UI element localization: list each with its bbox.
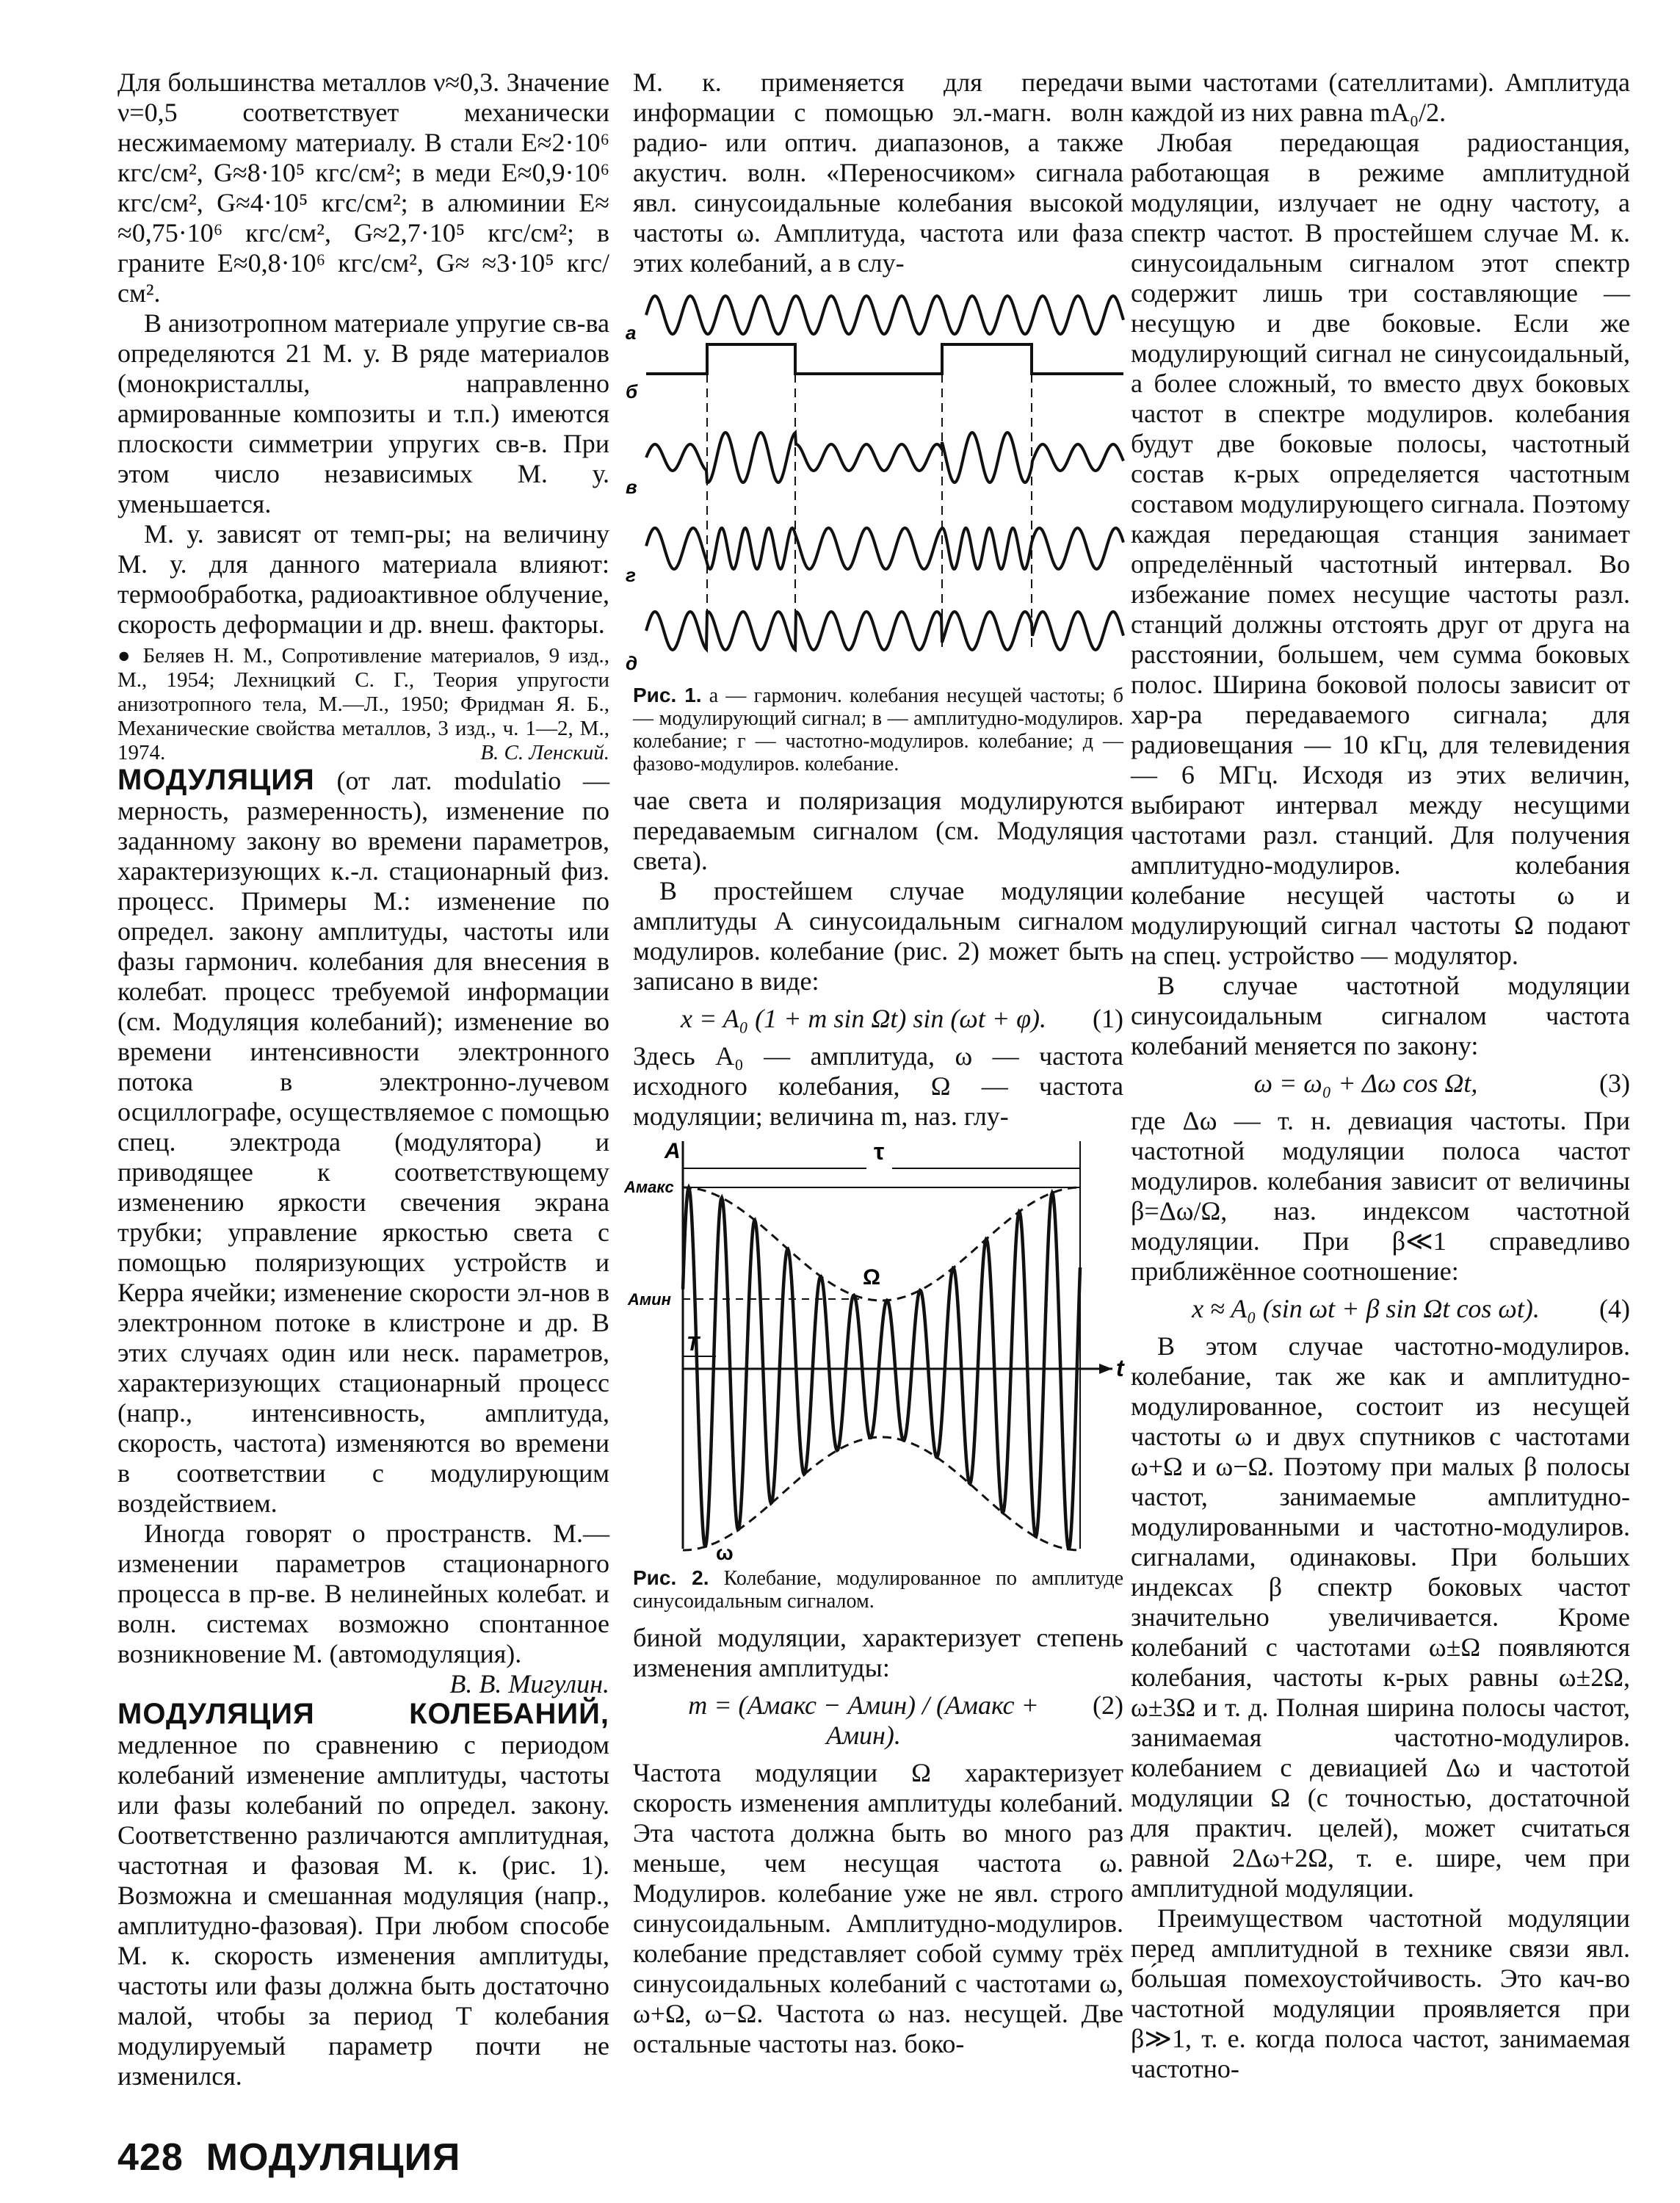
paragraph: Здесь A₀ — амплитуда, ω — частота исходного колебания, Ω — частота модуляции; величина m, наз. глу- xyxy=(633,1041,1123,1131)
paragraph: где Δω — т. н. девиация частоты. При частотной модуляции полоса частот модулиров. колебания зависит от величины β=Δω/Ω, наз. индексом частотной модуляции. При β≪1 справедливо приближённое соотношение: xyxy=(1131,1106,1630,1286)
paragraph: выми частотами (сателлитами). Амплитуда каждой из них равна mA₀/2. xyxy=(1131,68,1630,127)
figure-2 xyxy=(624,1137,1131,1563)
fig1-waveforms xyxy=(646,296,1123,651)
formula-1 xyxy=(633,1004,1123,1034)
headword: МОДУЛЯЦИЯ xyxy=(117,764,315,796)
figure-1 xyxy=(624,284,1131,681)
formula-number: (2) xyxy=(1093,1690,1123,1720)
caption-text: а — гармонич. колебания несущей частоты; б — модулирующий сигнал; в — амплитудно-модулиров. колебание; г — частотно-модулиров. колебание; д — фазово-модулиров. колебание. xyxy=(633,684,1124,775)
formula-number: (1) xyxy=(1093,1004,1123,1033)
fig1-label-d: г xyxy=(626,564,636,586)
paragraph: В анизотропном материале упругие св-ва определяются 21 М. у. В ряде материалов (монокристаллы, направленно армированные композиты и т.п.) имеются плоскости симметрии упругих св-в. При этом число независимых М. у. уменьшается. xyxy=(117,308,609,518)
paragraph xyxy=(117,1519,609,1699)
am-wave xyxy=(646,433,1123,482)
fig2-period: T xyxy=(687,1332,700,1355)
formula-2 xyxy=(633,1690,1123,1751)
entry-modulation-oscillations xyxy=(117,1699,609,2091)
formula-text: x ≈ A₀ (sin ωt + β sin Ωt cos ωt). xyxy=(1192,1294,1540,1323)
fig1-label-e: д xyxy=(626,652,638,674)
fig1-label-a: а xyxy=(626,322,637,344)
carrier-wave xyxy=(646,296,1123,334)
fig1-label-c: в xyxy=(626,476,637,498)
author-signature: В. В. Мигулин. xyxy=(449,1669,609,1699)
formula-number: (4) xyxy=(1599,1294,1630,1323)
paragraph: Любая передающая радиостанция, работающая в режиме амплитудной модуляции, излучает не одну частоту, а спектр частот. В простейшем случае М. к. синусоидальным сигналом этот спектр содержит лишь три составляющие — несущую и две боковые. Если же модулирующий сигнал не синусоидальный, а более сложный, то вместо двух боковых частот в спектре модулиров. колебания будут две боковые полосы, частотный состав к-рых определяется частотным составом модулирующего сигнала. Поэтому каждая передающая станция занимает определённый частотный интервал. Во избежание помех несущие частоты разл. станций должны отстоять друг от друга на расстоянии, большем, чем сумма боковых полос. Ширина боковой полосы зависит от хар-ра передаваемого сигнала; для радиовещания — 10 кГц, для телевидения — 6 МГц. Исходя из этих величин, выбирают интервал между несущими частотами разл. станций. Для получения амплитудно-модулиров. колебания колебание несущей частоты ω и модулирующий сигнал частоты Ω подают на спец. устройство — модулятор. xyxy=(1131,128,1630,970)
caption-lead: Рис. 2. xyxy=(633,1566,709,1589)
formula-number: (3) xyxy=(1599,1068,1630,1098)
headword: МОДУЛЯЦИЯ КОЛЕБАНИЙ, xyxy=(117,1698,609,1730)
pm-wave xyxy=(646,612,1123,650)
formula-text: x = A₀ (1 + m sin Ωt) sin (ωt + φ). xyxy=(680,1004,1047,1033)
paragraph: В случае частотной модуляции синусоидальным сигналом частота колебаний меняется по закону: xyxy=(1131,971,1630,1060)
column-2 xyxy=(624,68,1124,2059)
paragraph: М. к. применяется для передачи информации с помощью эл.-магн. волн радио- или оптич. диапазонов, а также акустич. волн. «Переносчиком» сигнала явл. синусоидальные колебания высокой частоты ω. Амплитуда, частота или фаза этих колебаний, а в слу- xyxy=(633,68,1123,278)
formula-text: ω = ω₀ + Δω cos Ωt, xyxy=(1253,1068,1478,1098)
paragraph: В этом случае частотно-модулиров. колебание, так же как и амплитудно-модулированное, состоит из несущей частоты ω и двух спутников с частотами ω+Ω и ω−Ω. Поэтому при малых β полосы частот, занимаемые амплитудно-модулированными и частотно-модулиров. сигналами, одинаковы. При больших индексах β спектр боковых частот значительно увеличивается. Кроме колебаний с частотами ω±Ω появляются колебания, частоты к-рых равны ω±2Ω, ω±3Ω и т. д. Полная ширина полосы частот, занимаемая частотно-модулиров. колебанием с девиацией Δω и частотой модуляции Ω (с точностью, достаточной для практич. целей), может считаться равной 2Δω+2Ω, т. е. шире, чем при амплитудной модуляции. xyxy=(1131,1331,1630,1903)
fig1-label-b: б xyxy=(626,380,638,402)
author-signature: В. С. Ленский. xyxy=(480,741,609,764)
fig2-omega-big: Ω xyxy=(863,1265,881,1289)
figure-1-caption xyxy=(633,684,1123,775)
paragraph-text: Иногда говорят о пространств. М.— изменении параметров стационарного процесса в пр-ве. В нелинейных колебат. и волн. системах возможно спонтанное возникновение М. (автомодуляция). xyxy=(117,1519,609,1668)
caption-text: Колебание, модулированное по амплитуде синусоидальным сигналом. xyxy=(633,1567,1123,1613)
references xyxy=(117,644,609,765)
paragraph: М. у. зависят от темп-ры; на величину М. у. для данного материала влияют: термообработка, радиоактивное облучение, скорость деформации и др. внеш. факторы. xyxy=(117,519,609,639)
modulating-signal xyxy=(646,344,1123,374)
formula-3 xyxy=(1131,1068,1630,1099)
page-number: 428 xyxy=(117,2136,184,2179)
paragraph: биной модуляции, характеризует степень изменения амплитуды: xyxy=(633,1623,1123,1682)
fig2-graph xyxy=(683,1141,1112,1550)
t-axis-arrow xyxy=(1099,1364,1112,1374)
fm-wave xyxy=(646,528,1123,569)
paragraph: Преимуществом частотной модуляции перед амплитудной в технике связи явл. бо́льшая помехоустойчивость. Это кач-во частотной модуляции проявляется при β≫1, т. е. когда полоса частот, занимаемая частотно- xyxy=(1131,1903,1630,2083)
fig2-amin: Aмин xyxy=(628,1290,671,1309)
column-1 xyxy=(117,68,609,2180)
references-text: ● Беляев Н. М., Сопротивление материалов, 9 изд., М., 1954; Лехницкий С. Г., Теория упругости анизотропного тела, М.—Л., 1950; Фридман Я. Б., Механические свойства металлов, 3 изд., ч. 1—2, М., 1974. xyxy=(117,644,609,764)
entry-text: медленное по сравнению с периодом колебаний изменение амплитуды, частоты или фазы колебаний по определ. закону. Соответственно различаются амплитудная, частотная и фазовая М. к. (рис. 1). Возможна и смешанная модуляция (напр., амплитудно-фазовая). При любом способе М. к. скорость изменения амплитуды, частоты или фазы должна быть достаточно малой, чтобы за период T колебания модулируемый параметр почти не изменился. xyxy=(117,1730,609,2091)
formula-text: m = (Aмакс − Aмин) / (Aмакс + Aмин). xyxy=(688,1690,1039,1750)
fig2-tau: τ xyxy=(874,1138,885,1165)
paragraph: Для большинства металлов ν≈0,3. Значение ν=0,5 соответствует механически несжимаемому материалу. В стали E≈2·10⁶ кгс/см², G≈8·10⁵ кгс/см²; в меди E≈0,9·10⁶ кгс/см², G≈4·10⁵ кгс/см²; в алюминии E≈ ≈0,75·10⁶ кгс/см², G≈2,7·10⁵ кгс/см²; в граните E≈0,8·10⁶ кгс/см², G≈ ≈3·10⁵ кгс/см². xyxy=(117,68,609,308)
page-footer xyxy=(117,2135,609,2180)
upper-envelope xyxy=(683,1187,1080,1301)
entry-text: (от лат. modulatio — мерность, размеренность), изменение по заданному закону во времени параметров, характеризующих к.-л. стационарный физ. процесс. Примеры М.: изменение по определ. закону амплитуды, частоты или фазы гармонич. колебания для внесения в колебат. процесс требуемой информации (см. Модуляция колебаний); изменение во времени интенсивности электронного потока в электронно-лучевом осциллографе, осуществляемое с помощью спец. электрода (модулятора) и приводящее к соответствующему изменению яркости свечения экрана трубки; управление яркостью света с помощью поляризующих устройств и Керра ячейки; изменение скорости эл-нов в электронном потоке в клистроне и др. В этих случаях один или неск. параметров, характеризующих стационарный процесс (напр., интенсивность, амплитуда, скорость, частота) изменяются во времени в соответствии с модулирующим воздействием. xyxy=(117,766,609,1518)
entry-modulation xyxy=(117,765,609,1519)
running-head: МОДУЛЯЦИЯ xyxy=(206,2136,461,2179)
formula-4 xyxy=(1131,1294,1630,1324)
fig2-t-axis: t xyxy=(1116,1355,1124,1381)
figure-2-caption xyxy=(633,1566,1123,1613)
paragraph: чае света и поляризация модулируются передаваемым сигналом (см. Модуляция света). xyxy=(633,786,1123,875)
caption-lead: Рис. 1. xyxy=(633,684,702,706)
fig2-axis-a: A xyxy=(665,1139,681,1163)
paragraph: Частота модуляции Ω характеризует скорость изменения амплитуды колебаний. Эта частота должна быть во много раз меньше, чем несущая частота ω. Модулиров. колебание уже не явл. строго синусоидальным. Амплитудно-модулиров. колебание представляет собой сумму трёх синусоидальных колебаний с частотами ω, ω+Ω, ω−Ω. Частота ω наз. несущей. Две остальные частоты наз. боко- xyxy=(633,1758,1123,2058)
fig2-amax: Aмакс xyxy=(624,1178,674,1196)
paragraph: В простейшем случае модуляции амплитуды A синусоидальным сигналом модулиров. колебание (рис. 2) может быть записано в виде: xyxy=(633,876,1123,996)
column-3 xyxy=(1131,68,1630,2084)
fig2-omega: ω xyxy=(716,1541,734,1563)
